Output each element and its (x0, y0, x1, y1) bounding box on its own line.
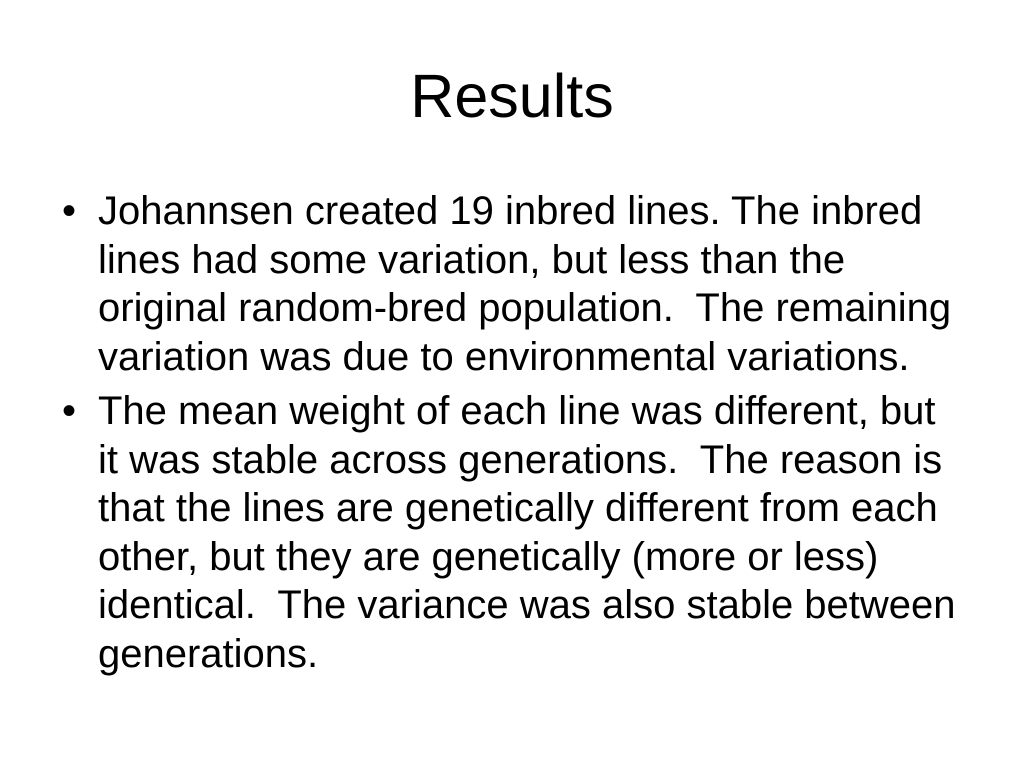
bullet-marker: • (62, 389, 77, 433)
slide-title: Results (410, 62, 614, 130)
bullet-marker: • (62, 189, 77, 233)
slide-body (62, 187, 967, 678)
bullet-item (62, 387, 967, 678)
bullet-item (62, 187, 961, 381)
bullet-text: The mean weight of each line was different, but it was stable across generations. The reason is that the lines are genetically different from each other, but they are genetically (more or less) identical. The variance was also stable between generations. (98, 389, 967, 676)
bullet-text: Johannsen created 19 inbred lines. The inbred lines had some variation, but less than the original random-bred population. The remaining variation was due to environmental variations. (98, 189, 963, 379)
